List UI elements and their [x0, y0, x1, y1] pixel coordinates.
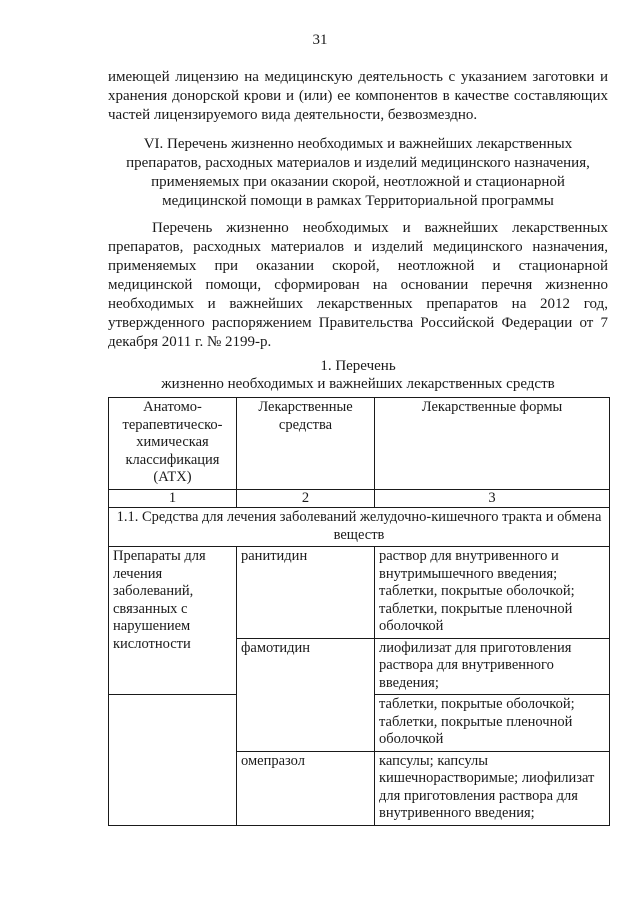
- list-subtitle: жизненно необходимых и важнейших лекарственных средств: [161, 376, 555, 392]
- column-number: 3: [375, 489, 610, 508]
- drug-cell: ранитидин: [237, 547, 375, 639]
- header-forms: Лекарственные формы: [375, 398, 610, 490]
- intro-paragraph: имеющей лицензию на медицинскую деятельность с указанием заготовки и хранения донорской крови и (или) ее компонентов в качестве составляющих частей лицензируемого вида деятельности, безвозмездно.: [108, 69, 608, 123]
- forms-cell: раствор для внутривенного и внутримышечного введения; таблетки, покрытые оболочкой; таблетки, покрытые пленочной оболочкой: [375, 547, 610, 639]
- group-title-row: [109, 508, 610, 547]
- forms-cell: лиофилизат для приготовления раствора для внутривенного введения;: [375, 638, 610, 695]
- column-number-row: [109, 489, 610, 508]
- forms-cell: таблетки, покрытые оболочкой; таблетки, покрытые пленочной оболочкой: [375, 695, 610, 752]
- drug-table: [108, 397, 610, 826]
- column-number: 1: [109, 489, 237, 508]
- header-drug: Лекарственные средства: [237, 398, 375, 490]
- column-number: 2: [237, 489, 375, 508]
- header-atc: Анатомо-терапевтическо-химическая классификация (АТХ): [109, 398, 237, 490]
- table-row: [109, 695, 610, 752]
- drug-cell: [237, 695, 375, 752]
- page-number: 31: [312, 32, 328, 48]
- table-row: [109, 547, 610, 639]
- drug-cell: омепразол: [237, 751, 375, 825]
- atc-cell: Препараты для лечения заболеваний, связанных с нарушением кислотности: [109, 547, 237, 695]
- section-heading: VI. Перечень жизненно необходимых и важнейших лекарственных препаратов, расходных материалов и изделий медицинского назначения, применяемых при оказании скорой, неотложной и стационарной медицинской помощи в рамках Территориальной программы: [126, 136, 590, 209]
- atc-cell: [109, 695, 237, 826]
- body-paragraph: Перечень жизненно необходимых и важнейших лекарственных препаратов, расходных материалов и изделий медицинского назначения, применяемых при оказании скорой, неотложной и стационарной медицинской помощи, сформирован на основании перечня жизненно необходимых и важнейших лекарственных препаратов на 2012 год, утвержденного распоряжением Правительства Российской Федерации от 7 декабря 2011 г. № 2199-р.: [108, 220, 608, 350]
- forms-cell: капсулы; капсулы кишечнорастворимые; лиофилизат для приготовления раствора для внутривенного введения;: [375, 751, 610, 825]
- list-title: 1. Перечень: [320, 358, 396, 374]
- group-title: 1.1. Средства для лечения заболеваний желудочно-кишечного тракта и обмена веществ: [109, 508, 610, 547]
- drug-cell: фамотидин: [237, 638, 375, 695]
- header-row: [109, 398, 610, 490]
